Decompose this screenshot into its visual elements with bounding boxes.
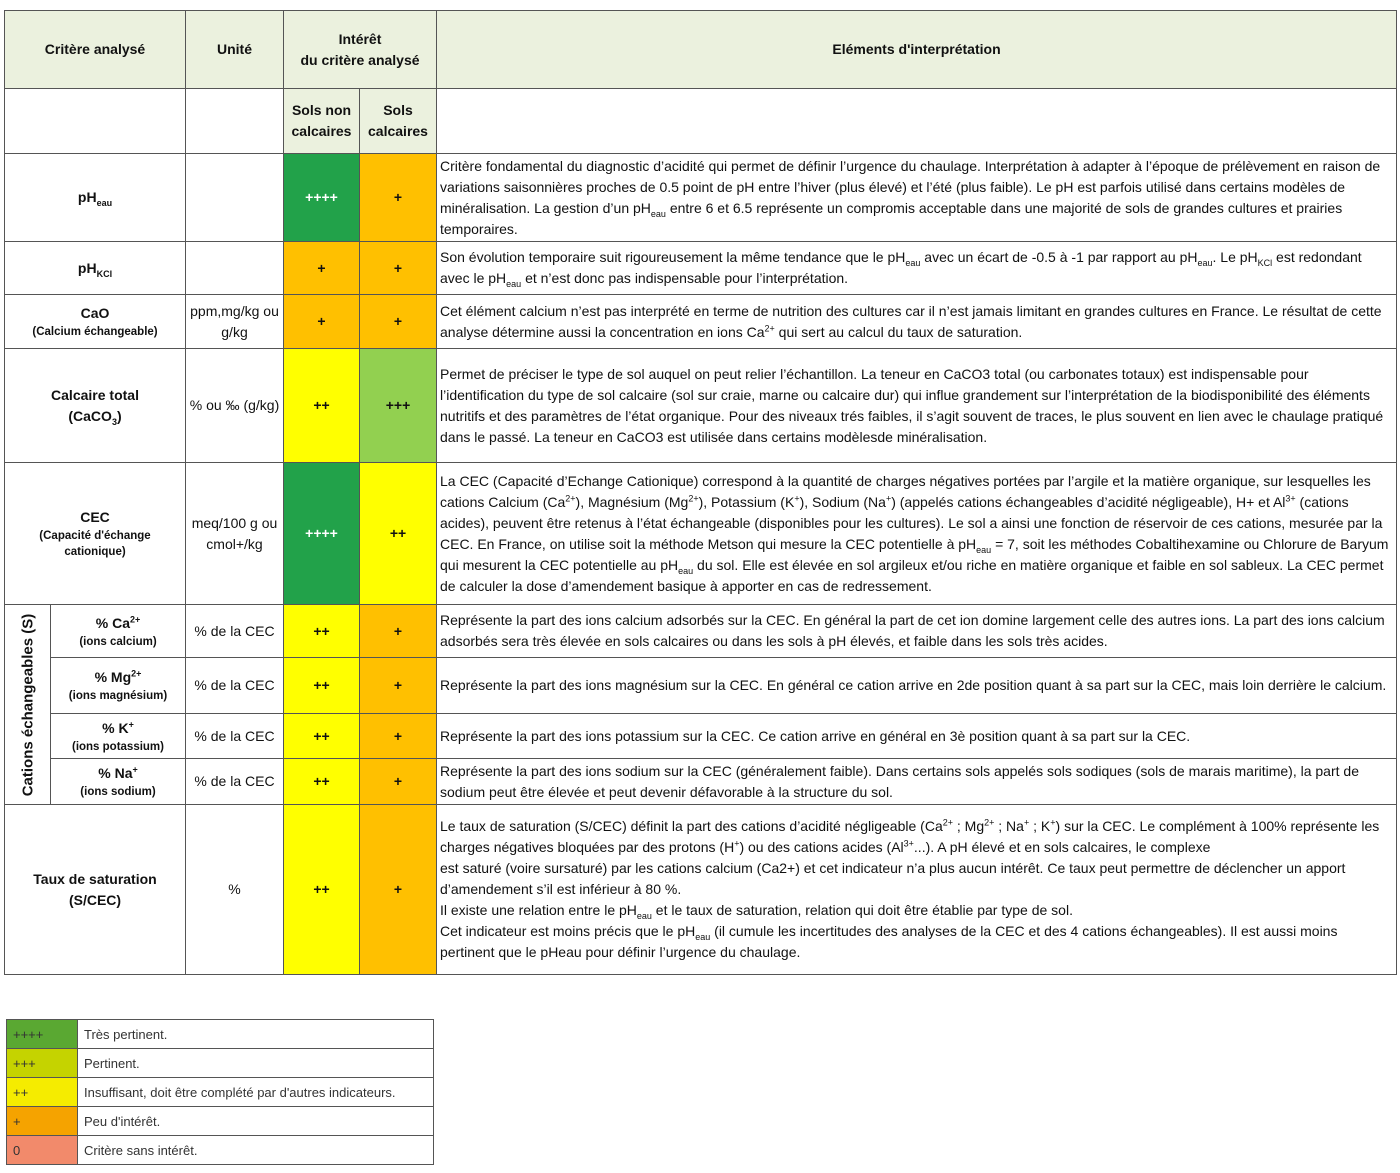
- criterion-cao: CaO (Calcium échangeable): [5, 295, 186, 349]
- subheader-non-calcareous: [284, 89, 360, 154]
- header-interest-line1: Intérêt: [338, 30, 382, 47]
- legend-label: Critère sans intérêt.: [78, 1136, 434, 1165]
- legend-row: [7, 1107, 434, 1136]
- calc-line1: Sols: [383, 102, 413, 118]
- criterion-calcaire-total: [5, 349, 186, 463]
- criterion-taux-saturation: [5, 805, 186, 975]
- unit-ca: % de la CEC: [186, 605, 284, 658]
- row-cao: [5, 295, 1397, 349]
- interp-ph-eau: Critère fondamental du diagnostic d’acidité qui permet de définir l’urgence du chaulage. Interprétation à adapter à l’époque de prélèvement en raison de variations saisonnières proches de 0.5 point de pH entre l’hiver (plus élevé) et l’été (plus faible). Le pH est parfois utilisé dans certains modèles de minéralisation. La gestion d’un $pH_{eau}$ entre 6 et 6.5 représente un compromis acceptable dans une majorité de sols de grandes cultures et prairies temporaires.: [437, 154, 1397, 242]
- taux-para-1: Le taux de saturation (S/CEC) définit la part des cations d’acidité négligeable ($Ca^{2+}$ ; $Mg^{2+}$ ; Na+ ; K+) sur la CEC. Le complément à 100% représente les charges négatives bloquées par des protons (H+) ou des cations acides $(Al^{3+}...)$. A pH élevé et en sols calcaires, le complexe: [440, 817, 1380, 855]
- legend-symbol: ++++: [7, 1020, 78, 1049]
- score-calc-taux: +: [360, 805, 437, 975]
- group-label: Cations échangeables (S): [19, 613, 36, 796]
- score-non-calc-ph-kcl: +: [284, 242, 360, 295]
- taux-para-4: Cet indicateur est moins précis que le $pH_{eau}$ (il cumule les incertitudes des analyses de la CEC et des 4 cations échangeables). Il est aussi moins pertinent que le pHeau pour définir l’urgence du chaulage.: [440, 923, 1338, 960]
- score-non-calc-taux: ++: [284, 805, 360, 975]
- score-non-calc-na: ++: [284, 759, 360, 805]
- group-cations-echangeables: [5, 605, 51, 805]
- legend-symbol: +++: [7, 1049, 78, 1078]
- criterion-na: % Na+ (ions sodium): [51, 759, 186, 805]
- interp-k: Représente la part des ions potassium sur la CEC. Ce cation arrive en général en 3è position quant à sa part sur la CEC.: [437, 714, 1397, 759]
- score-calc-ph-kcl: +: [360, 242, 437, 295]
- legend-table: [6, 1019, 434, 1165]
- calcaire-name: Calcaire total: [51, 386, 139, 403]
- row-k: [5, 714, 1397, 759]
- legend-row: [7, 1136, 434, 1165]
- interp-mg: Représente la part des ions magnésium sur la CEC. En général ce cation arrive en 2de position quant à sa part sur la CEC, mais loin derrière le calcium.: [437, 658, 1397, 714]
- unit-na: % de la CEC: [186, 759, 284, 805]
- unit-taux: %: [186, 805, 284, 975]
- header-criterion: Critère analysé: [5, 11, 186, 89]
- score-calc-cao: +: [360, 295, 437, 349]
- soil-criteria-table: [4, 10, 1397, 975]
- score-non-calc-ph-eau: ++++: [284, 154, 360, 242]
- interp-taux-saturation: [437, 805, 1397, 975]
- score-non-calc-k: ++: [284, 714, 360, 759]
- criterion-k: % K+ (ions potassium): [51, 714, 186, 759]
- row-ph-eau: [5, 154, 1397, 242]
- row-cec: [5, 463, 1397, 605]
- score-calc-mg: +: [360, 658, 437, 714]
- score-non-calc-calcaire: ++: [284, 349, 360, 463]
- legend-row: [7, 1049, 434, 1078]
- legend-symbol: +: [7, 1107, 78, 1136]
- legend-label: Pertinent.: [78, 1049, 434, 1078]
- subheader-calcareous: [360, 89, 437, 154]
- header-interpretation: Eléments d'interprétation: [437, 11, 1397, 89]
- score-calc-ca: +: [360, 605, 437, 658]
- subheader-empty-2: [186, 89, 284, 154]
- legend-label: Peu d'intérêt.: [78, 1107, 434, 1136]
- interp-calcaire-total: Permet de préciser le type de sol auquel on peut relier l’échantillon. La teneur en CaCO3 total (ou carbonates totaux) est indispensable pour l’identification du type de sol calcaire (sol sur craie, marne ou calcaire dur) qui influe grandement sur l’interprétation de la biodisponibilité des éléments nutritifs et des paramètres de l’état organique. Pour des niveaux trés faibles, il s’agit souvent de traces, le plus souvent en lien avec le chaulage pratiqué dans le passé. La teneur en CaCO3 est utilisée dans certains modèlesde minéralisation.: [437, 349, 1397, 463]
- interp-cao: Cet élément calcium n’est pas interprété en terme de nutrition des cultures car il n’est jamais limitant en grandes cultures en France. Le résultat de cette analyse détermine aussi la concentration en ions $Ca^{2+}$ qui sert au calcul du taux de saturation.: [437, 295, 1397, 349]
- row-mg: [5, 658, 1397, 714]
- legend-label: Insuffisant, doit être complété par d'autres indicateurs.: [78, 1078, 434, 1107]
- header-interest-line2: du critère analysé: [300, 51, 420, 68]
- unit-k: % de la CEC: [186, 714, 284, 759]
- unit-mg: % de la CEC: [186, 658, 284, 714]
- non-calc-line2: calcaires: [291, 123, 352, 139]
- score-calc-ph-eau: +: [360, 154, 437, 242]
- row-ph-kcl: [5, 242, 1397, 295]
- legend-row: [7, 1020, 434, 1049]
- subheader-empty-1: [5, 89, 186, 154]
- score-calc-na: +: [360, 759, 437, 805]
- taux-para-2: est saturé (voire sursaturé) par les cations calcium (Ca2+) et cet indicateur n’a plus aucun intérêt. Ce taux peut permettre de déclencher un apport d’amendement s’il est inférieur à 80 %.: [440, 860, 1346, 897]
- score-non-calc-cao: +: [284, 295, 360, 349]
- header-unit: Unité: [186, 11, 284, 89]
- score-non-calc-ca: ++: [284, 605, 360, 658]
- unit-calcaire-total: % ou ‰ (g/kg): [186, 349, 284, 463]
- legend-label: Très pertinent.: [78, 1020, 434, 1049]
- legend-symbol: ++: [7, 1078, 78, 1107]
- subheader-empty-3: [437, 89, 1397, 154]
- taux-name: Taux de saturation: [33, 870, 157, 887]
- unit-cec: meq/100 g ou cmol+/kg: [186, 463, 284, 605]
- unit-ph-eau: [186, 154, 284, 242]
- row-na: [5, 759, 1397, 805]
- header-interest: [284, 11, 437, 89]
- score-non-calc-cec: ++++: [284, 463, 360, 605]
- unit-cao: ppm,mg/kg ou g/kg: [186, 295, 284, 349]
- criterion-mg: % $Mg^{2+}$ (ions magnésium): [51, 658, 186, 714]
- calcaire-formula: (CaCO$_3$): [68, 407, 122, 427]
- interp-ph-kcl: Son évolution temporaire suit rigoureusement la même tendance que le $pH_{eau}$ avec un écart de -0.5 à -1 par rapport au $pH_{eau}$. Le $pH_{KCl}$ est redondant avec le $pH_{eau}$ et n’est donc pas indispensable pour l’interprétation.: [437, 242, 1397, 295]
- score-calc-cec: ++: [360, 463, 437, 605]
- criterion-ph-eau: $pH_{eau}$: [5, 154, 186, 242]
- unit-ph-kcl: [186, 242, 284, 295]
- legend-row: [7, 1078, 434, 1107]
- score-non-calc-mg: ++: [284, 658, 360, 714]
- taux-name2: (S/CEC): [68, 891, 122, 908]
- calc-line2: calcaires: [368, 123, 428, 139]
- criterion-ca: % $Ca^{2+}$ (ions calcium): [51, 605, 186, 658]
- score-calc-calcaire: +++: [360, 349, 437, 463]
- row-calcaire-total: [5, 349, 1397, 463]
- criterion-cec: CEC (Capacité d'échange cationique): [5, 463, 186, 605]
- criterion-ph-kcl: $pH_{KCl}$: [5, 242, 186, 295]
- interp-ca: Représente la part des ions calcium adsorbés sur la CEC. En général la part de cet ion domine largement celle des autres ions. La part des ions calcium adsorbés sera très élevée en sols calcaires ou dans les sols à pH élevés, et faible dans les sols très acides.: [437, 605, 1397, 658]
- taux-para-3: Il existe une relation entre le $pH_{eau}$ et le taux de saturation, relation qui doit être établie par type de sol.: [440, 902, 1073, 921]
- row-taux-saturation: [5, 805, 1397, 975]
- row-ca: [5, 605, 1397, 658]
- interp-na: Représente la part des ions sodium sur la CEC (généralement faible). Dans certains sols appelés sols sodiques (sols de marais maritime), la part de sodium peut être élevée et peut devenir défavorable à la structure du sol.: [437, 759, 1397, 805]
- non-calc-line1: Sols non: [291, 102, 352, 118]
- interp-cec: La CEC (Capacité d’Echange Cationique) correspond à la quantité de charges négatives portées par l’argile et la matière organique, sur lesquelles les cations Calcium $(Ca^{2+})$, Magnésium $(Mg^{2+})$, Potassium (K+), Sodium (Na+) (appelés cations échangeables d’acidité négligeable), H+ et $Al^{3+}$ (cations acides), peuvent être retenus à l’état échangeable (disponibles pour les cultures). Le sol a ainsi une fonction de réservoir de ces cations, mesurée par la CEC. En France, on utilise soit la méthode Metson qui mesure la CEC potentielle à $pH_{eau} = 7$, soit les méthodes Cobaltihexamine ou Chlorure de Baryum qui mesurent la CEC potentielle au $pH_{eau}$ du sol. Elle est élevée en sol argileux et/ou riche en matière organique et faible en sol sableux. La CEC permet de calculer la dose d’amendement basique à apporter en cas de redressement.: [437, 463, 1397, 605]
- legend-symbol: 0: [7, 1136, 78, 1165]
- score-calc-k: +: [360, 714, 437, 759]
